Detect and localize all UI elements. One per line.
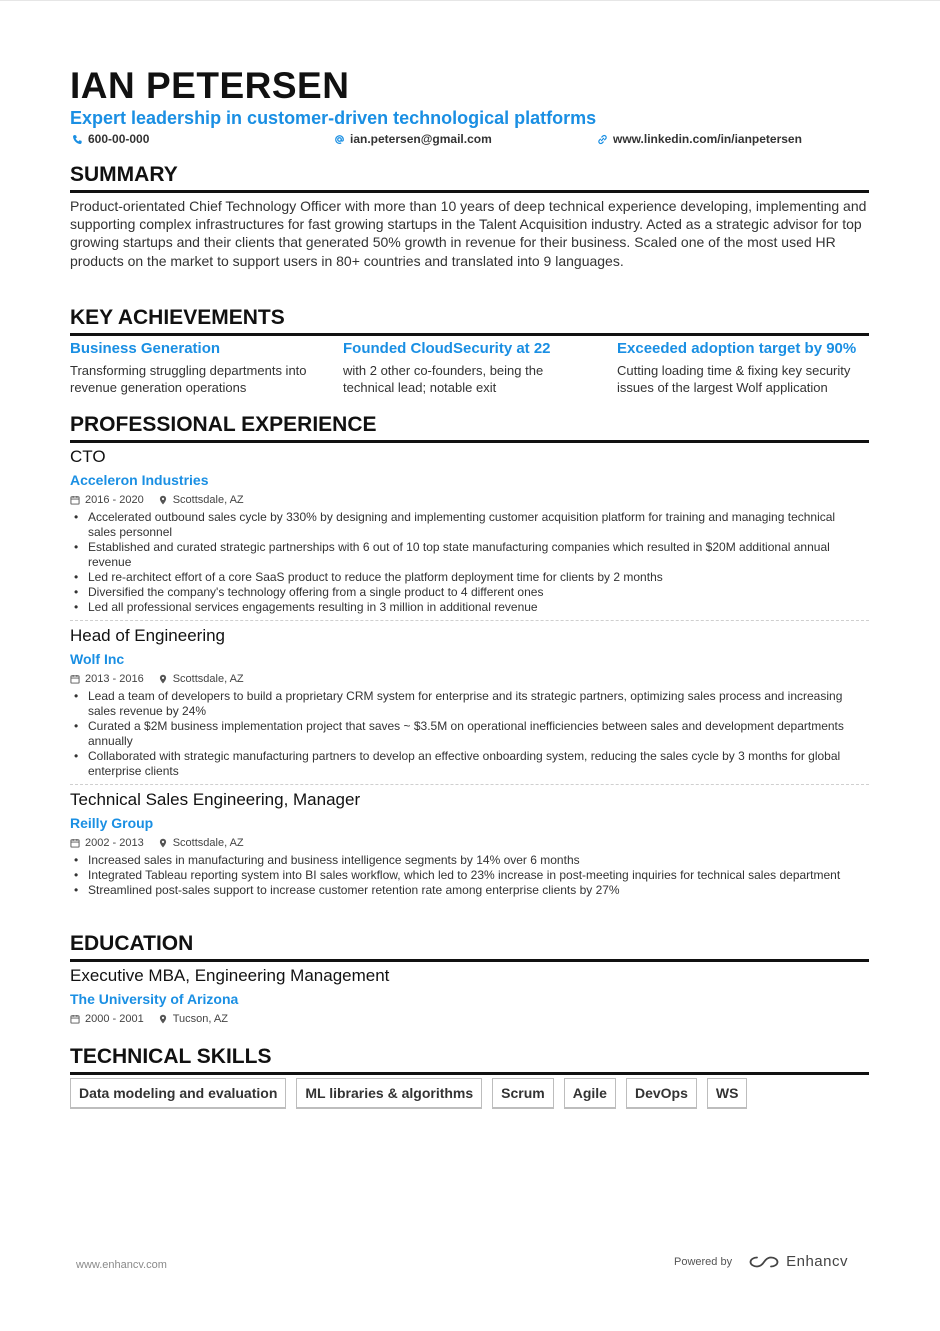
job-role: Technical Sales Engineering, Manager (70, 790, 361, 809)
education-entry (70, 966, 869, 1026)
job-bullet: • Led re-architect effort of a core SaaS product to reduce the platform deployment time for clients by 2 months (70, 570, 869, 585)
contact-bar (70, 132, 869, 148)
job-bullets (70, 510, 869, 615)
at-icon (334, 134, 345, 145)
candidate-tagline: Expert leadership in customer-driven technological platforms (70, 108, 597, 128)
summary-text: Product-orientated Chief Technology Officer with more than 10 years of deep technical experience developing, implementing and supporting complex infrastructures for fast growing startups in the Talent Acquisition industry. Acted as a strategic advisor for top growing startups and their clients that generated 50% growth in revenue for their business. Scaled one of the most used HR products on the market to support users in 80+ countries and translated into 9 languages. (70, 198, 867, 269)
job-dates-text: 2013 - 2016 (85, 672, 144, 685)
link-icon (597, 134, 608, 145)
job-bullet: • Diversified the company's technology offering from a single product to 4 different ones (70, 585, 869, 600)
enhancv-logo-icon (748, 1254, 780, 1270)
contact-linkedin[interactable] (597, 132, 802, 146)
job-location (158, 837, 244, 849)
education-location-text: Tucson, AZ (172, 1012, 228, 1025)
achievements-heading: KEY ACHIEVEMENTS (70, 305, 869, 336)
achievement-description: with 2 other co-founders, being the technical lead; notable exit (343, 363, 544, 395)
achievement-title: Founded CloudSecurity at 22 (343, 340, 551, 357)
education-heading: EDUCATION (70, 931, 869, 962)
achievement-title: Business Generation (70, 340, 221, 357)
job-bullet: • Collaborated with strategic manufacturing partners to develop an effective onboarding system, reducing the sales cycle by 3 months for global enterprise clients (70, 749, 869, 779)
location-pin-icon (158, 1014, 168, 1024)
contact-phone[interactable] (72, 132, 149, 146)
job-meta (70, 835, 869, 850)
skill-tag: DevOps (626, 1078, 697, 1109)
skill-tag: Agile (564, 1078, 616, 1109)
education-meta (70, 1011, 869, 1026)
job-dates (70, 673, 144, 685)
job-entry (70, 790, 869, 898)
skills-heading: TECHNICAL SKILLS (70, 1044, 869, 1075)
job-bullet: • Curated a $2M business implementation project that saves ~ $3.5M on operational inefficiencies between sales and development departments annually (70, 719, 869, 749)
calendar-icon (70, 495, 80, 505)
job-bullet: • Integrated Tableau reporting system into BI sales workflow, which led to 23% increase in post-meeting inquiries for technical sales department (70, 868, 869, 883)
calendar-icon (70, 674, 80, 684)
job-bullets (70, 853, 869, 898)
education-degree: Executive MBA, Engineering Management (70, 966, 390, 985)
job-location (158, 494, 244, 506)
job-dates-text: 2002 - 2013 (85, 836, 144, 849)
achievement-description: Cutting loading time & fixing key security issues of the largest Wolf application (617, 363, 851, 395)
education-location (158, 1013, 228, 1025)
skill-tag: WS (707, 1078, 748, 1109)
education-dates-text: 2000 - 2001 (85, 1012, 144, 1025)
achievement-item (617, 340, 872, 396)
job-location-text: Scottsdale, AZ (172, 493, 244, 506)
job-location (158, 673, 244, 685)
contact-email[interactable] (334, 132, 492, 146)
achievement-item (343, 340, 598, 396)
job-entry (70, 626, 869, 779)
email-text: ian.petersen@gmail.com (350, 132, 492, 146)
job-dates (70, 837, 144, 849)
summary-heading: SUMMARY (70, 162, 869, 193)
job-divider (70, 784, 869, 785)
skill-tag: Scrum (492, 1078, 554, 1109)
powered-by-text: Powered by (674, 1255, 733, 1268)
calendar-icon (70, 838, 80, 848)
brand-name: Enhancv (786, 1253, 848, 1270)
job-location-text: Scottsdale, AZ (172, 672, 244, 685)
job-dates-text: 2016 - 2020 (85, 493, 144, 506)
achievement-description: Transforming struggling departments into revenue generation operations (70, 363, 307, 395)
skill-tag: ML libraries & algorithms (296, 1078, 482, 1109)
linkedin-text: www.linkedin.com/in/ianpetersen (613, 132, 802, 146)
skills-list (70, 1078, 747, 1109)
footer-branding[interactable] (674, 1253, 848, 1270)
location-pin-icon (158, 674, 168, 684)
experience-heading: PROFESSIONAL EXPERIENCE (70, 412, 869, 443)
job-bullets (70, 689, 869, 779)
calendar-icon (70, 1014, 80, 1024)
education-school: The University of Arizona (70, 991, 239, 1007)
job-bullet: • Established and curated strategic partnerships with 6 out of 10 top state manufacturing companies which resulted in $20M additional annual revenue (70, 540, 869, 570)
phone-text: 600-00-000 (88, 132, 150, 146)
job-entry (70, 447, 869, 615)
job-meta (70, 671, 869, 686)
job-bullet: • Led all professional services engagements resulting in 3 million in additional revenue (70, 600, 869, 615)
candidate-name: IAN PETERSEN (70, 65, 350, 106)
location-pin-icon (158, 838, 168, 848)
job-role: CTO (70, 447, 106, 466)
phone-icon (72, 134, 83, 145)
location-pin-icon (158, 495, 168, 505)
job-company: Acceleron Industries (70, 472, 209, 488)
job-company: Wolf Inc (70, 651, 125, 667)
skill-tag: Data modeling and evaluation (70, 1078, 286, 1109)
footer-website[interactable]: www.enhancv.com (76, 1259, 167, 1271)
achievement-title: Exceeded adoption target by 90% (617, 340, 857, 357)
job-bullet: • Increased sales in manufacturing and business intelligence segments by 14% over 6 months (70, 853, 869, 868)
job-divider (70, 620, 869, 621)
job-meta (70, 492, 869, 507)
education-dates (70, 1013, 144, 1025)
job-location-text: Scottsdale, AZ (172, 836, 244, 849)
job-bullet: • Streamlined post-sales support to increase customer retention rate among enterprise clients by 27% (70, 883, 869, 898)
job-company: Reilly Group (70, 815, 154, 831)
job-bullet: • Lead a team of developers to build a proprietary CRM system for enterprise and its strategic partners, optimizing sales process and increasing sales revenue by 24% (70, 689, 869, 719)
job-bullet: • Accelerated outbound sales cycle by 330% by designing and implementing customer acquisition platform for training and managing technical sales personnel (70, 510, 869, 540)
job-role: Head of Engineering (70, 626, 226, 645)
job-dates (70, 494, 144, 506)
brand-mark (748, 1253, 848, 1270)
achievement-item (70, 340, 325, 396)
